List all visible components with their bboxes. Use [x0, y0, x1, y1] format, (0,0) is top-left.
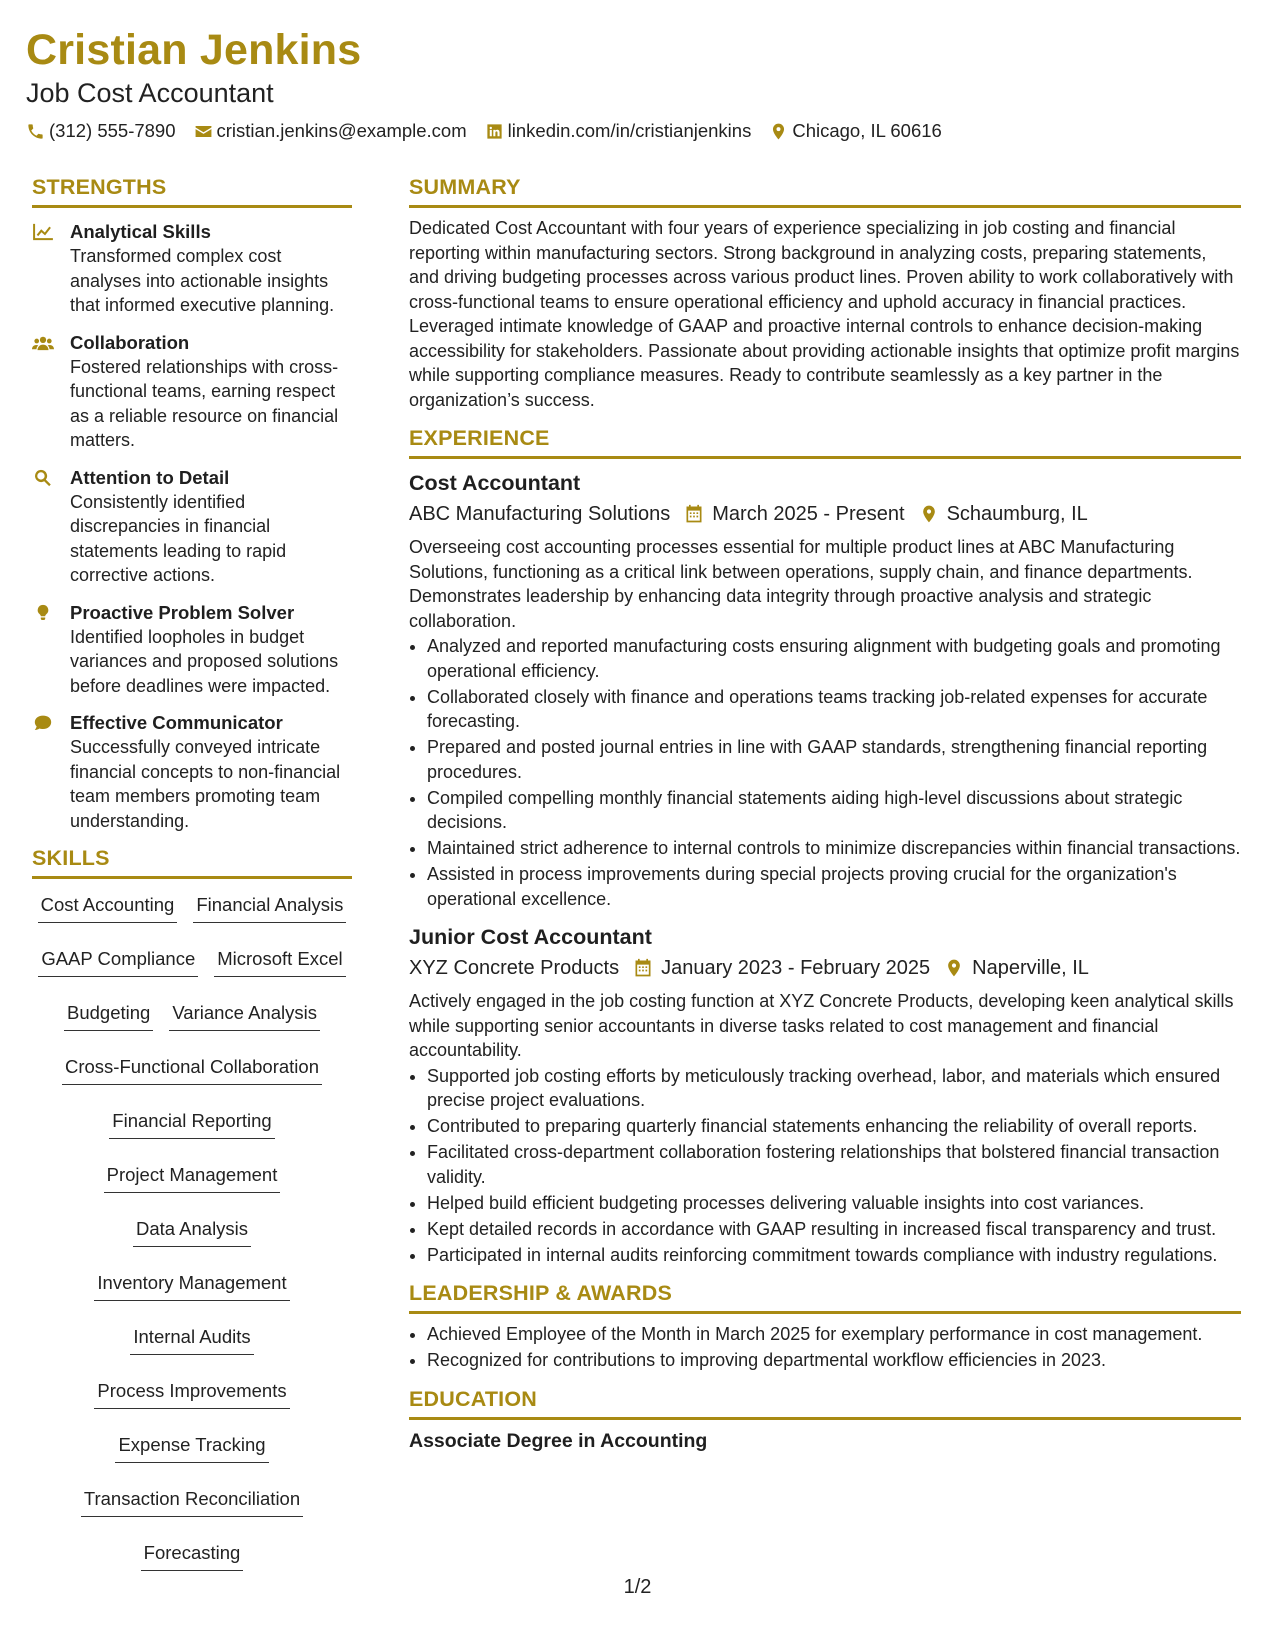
linkedin-icon: [485, 122, 504, 141]
job-location: Schaumburg, IL: [946, 503, 1088, 525]
skill-tag: Internal Audits: [130, 1319, 253, 1355]
envelope-icon: [194, 122, 213, 141]
location-text: Chicago, IL 60616: [792, 120, 942, 141]
job-title: Junior Cost Accountant: [409, 925, 652, 949]
strength-title: Analytical Skills: [70, 221, 211, 242]
comment-icon: [32, 714, 54, 732]
phone-icon: [26, 122, 45, 141]
degree-title: Associate Degree in Accounting: [409, 1429, 708, 1452]
bullet-item: • Participated in internal audits reinforcing commitment towards compliance with industry regulations.: [427, 1243, 1241, 1268]
job-entry: [409, 469, 1241, 911]
strength-desc: Identified loopholes in budget variances and proposed solutions before deadlines were impacted.: [70, 626, 339, 696]
strength-desc: Successfully conveyed intricate financial concepts to non-financial team members promoting team understanding.: [70, 737, 341, 831]
skill-tag: Inventory Management: [94, 1265, 289, 1301]
strength-title: Effective Communicator: [70, 712, 283, 733]
skill-tag: Cross-Functional Collaboration: [62, 1049, 322, 1085]
calendar-icon: [684, 504, 704, 524]
candidate-name: Cristian Jenkins: [26, 26, 362, 74]
skill-tag: Cost Accounting: [38, 887, 178, 923]
awards-section: [409, 1281, 1241, 1373]
strength-desc: Fostered relationships with cross-functional teams, earning respect as a reliable resource on financial matters.: [70, 356, 339, 450]
strength-item: [32, 466, 352, 588]
skill-tag: Data Analysis: [133, 1211, 251, 1247]
strength-item: [32, 601, 352, 699]
education-section: [409, 1387, 1241, 1453]
job-description: Actively engaged in the job costing function at XYZ Concrete Products, developing keen analytical skills while supporting senior accountants in diverse tasks related to cost management and financial accountability.: [409, 991, 1234, 1060]
education-heading: EDUCATION: [409, 1387, 1241, 1420]
award-item: • Achieved Employee of the Month in March 2025 for exemplary performance in cost management.: [427, 1322, 1241, 1347]
company-name: ABC Manufacturing Solutions: [409, 503, 671, 525]
skills-section: [32, 846, 352, 1571]
strength-item: [32, 331, 352, 453]
users-icon: [32, 334, 54, 352]
bullet-item: • Collaborated closely with finance and operations teams tracking job-related expenses for accurate forecasting.: [427, 685, 1241, 734]
calendar-icon: [633, 958, 653, 978]
contact-linkedin[interactable]: [485, 120, 752, 142]
right-column: [409, 175, 1241, 1453]
job-meta: [409, 499, 1241, 529]
linkedin-text[interactable]: linkedin.com/in/cristianjenkins: [507, 120, 752, 141]
skill-tag: Financial Analysis: [193, 887, 346, 923]
job-entry: [409, 923, 1241, 1267]
awards-list: [409, 1322, 1241, 1373]
company-name: XYZ Concrete Products: [409, 957, 620, 979]
resume-header: [26, 24, 1249, 142]
bullet-item: • Analyzed and reported manufacturing costs ensuring alignment with budgeting goals and promoting operational efficiency.: [427, 634, 1241, 683]
job-meta: [409, 953, 1241, 983]
skill-tag: Microsoft Excel: [214, 941, 345, 977]
map-pin-icon: [944, 958, 964, 978]
bullet-item: • Supported job costing efforts by meticulously tracking overhead, labor, and materials which ensured precise project evaluations.: [427, 1064, 1241, 1113]
job-dates: March 2025 - Present: [712, 503, 905, 525]
bullet-item: • Facilitated cross-department collaboration fostering relationships that bolstered financial transaction validity.: [427, 1140, 1241, 1189]
skill-tag: Project Management: [104, 1157, 281, 1193]
strength-title: Collaboration: [70, 331, 190, 353]
skill-tag: GAAP Compliance: [38, 941, 198, 977]
strength-desc: Transformed complex cost analyses into actionable insights that informed executive planning.: [70, 246, 335, 315]
summary-section: [409, 175, 1241, 412]
skill-tag: Variance Analysis: [169, 995, 320, 1031]
awards-heading: LEADERSHIP & AWARDS: [409, 1281, 1241, 1314]
page-number: 1/2: [623, 1576, 652, 1598]
job-title: Job Cost Accountant: [26, 78, 274, 108]
map-pin-icon: [769, 122, 788, 141]
strength-item: [32, 220, 352, 318]
bullet-item: • Helped build efficient budgeting processes delivering valuable insights into cost variances.: [427, 1191, 1241, 1216]
job-description: Overseeing cost accounting processes essential for multiple product lines at ABC Manufacturing Solutions, functioning as a critical link between operations, supply chain, and finance departments. Demonstrates leadership by enhancing data integrity through proactive analysis and strategic collaboration.: [409, 537, 1193, 631]
job-bullets: [409, 634, 1241, 911]
phone-text: (312) 555-7890: [49, 120, 176, 141]
bullet-item: • Maintained strict adherence to internal controls to minimize discrepancies within financial transactions.: [427, 836, 1241, 861]
skill-tag: Financial Reporting: [109, 1103, 274, 1139]
strength-title: Attention to Detail: [70, 466, 230, 488]
skill-tag: Transaction Reconciliation: [81, 1481, 303, 1517]
contact-phone: [26, 120, 176, 142]
job-location: Naperville, IL: [972, 957, 1089, 979]
lightbulb-icon: [32, 604, 54, 622]
strength-item: [32, 711, 352, 833]
skill-tag: Expense Tracking: [115, 1427, 268, 1463]
award-item: • Recognized for contributions to improving departmental workflow efficiencies in 2023.: [427, 1348, 1241, 1373]
summary-heading: SUMMARY: [409, 175, 1241, 208]
chart-line-icon: [32, 223, 54, 241]
experience-heading: EXPERIENCE: [409, 426, 1241, 459]
bullet-item: • Assisted in process improvements during special projects proving crucial for the organization's operational excellence.: [427, 862, 1241, 911]
bullet-item: • Prepared and posted journal entries in line with GAAP standards, strengthening financial reporting procedures.: [427, 735, 1241, 784]
skills-heading: SKILLS: [32, 846, 352, 879]
skills-list: [32, 887, 352, 1571]
strength-title: Proactive Problem Solver: [70, 601, 295, 623]
skill-tag: Budgeting: [64, 995, 153, 1031]
contact-email[interactable]: [194, 120, 467, 142]
map-pin-icon: [919, 504, 939, 524]
email-text[interactable]: cristian.jenkins@example.com: [216, 120, 467, 141]
skill-tag: Process Improvements: [94, 1373, 289, 1409]
bullet-item: • Compiled compelling monthly financial statements aiding high-level discussions about strategic decisions.: [427, 786, 1241, 835]
search-icon: [32, 469, 54, 487]
bullet-item: • Kept detailed records in accordance with GAAP resulting in increased fiscal transparency and trust.: [427, 1217, 1241, 1242]
summary-text: Dedicated Cost Accountant with four years of experience specializing in job costing and financial reporting within manufacturing sectors. Strong background in analyzing costs, preparing statements, and driving budgeting processes across various product lines. Proven ability to work collaboratively with cross-functional teams to ensure operational efficiency and uphold accuracy in financial practices. Leveraged intimate knowledge of GAAP and proactive internal controls to enhance decision-making accessibility for stakeholders. Passionate about providing actionable insights that optimize profit margins while supporting compliance measures. Ready to contribute seamlessly as a key partner in the organization’s success.: [409, 218, 1240, 410]
skill-tag: Forecasting: [141, 1535, 244, 1571]
bullet-item: • Contributed to preparing quarterly financial statements enhancing the reliability of overall reports.: [427, 1114, 1241, 1139]
job-bullets: [409, 1064, 1241, 1268]
job-dates: January 2023 - February 2025: [661, 957, 931, 979]
left-column: [32, 175, 352, 1571]
strengths-heading: STRENGTHS: [32, 175, 352, 208]
experience-section: [409, 426, 1241, 1267]
strengths-section: [32, 175, 352, 833]
job-title: Cost Accountant: [409, 471, 581, 495]
contact-bar: [26, 120, 1249, 142]
contact-location: [769, 120, 941, 142]
strength-desc: Consistently identified discrepancies in financial statements leading to rapid corrective actions.: [70, 491, 287, 585]
